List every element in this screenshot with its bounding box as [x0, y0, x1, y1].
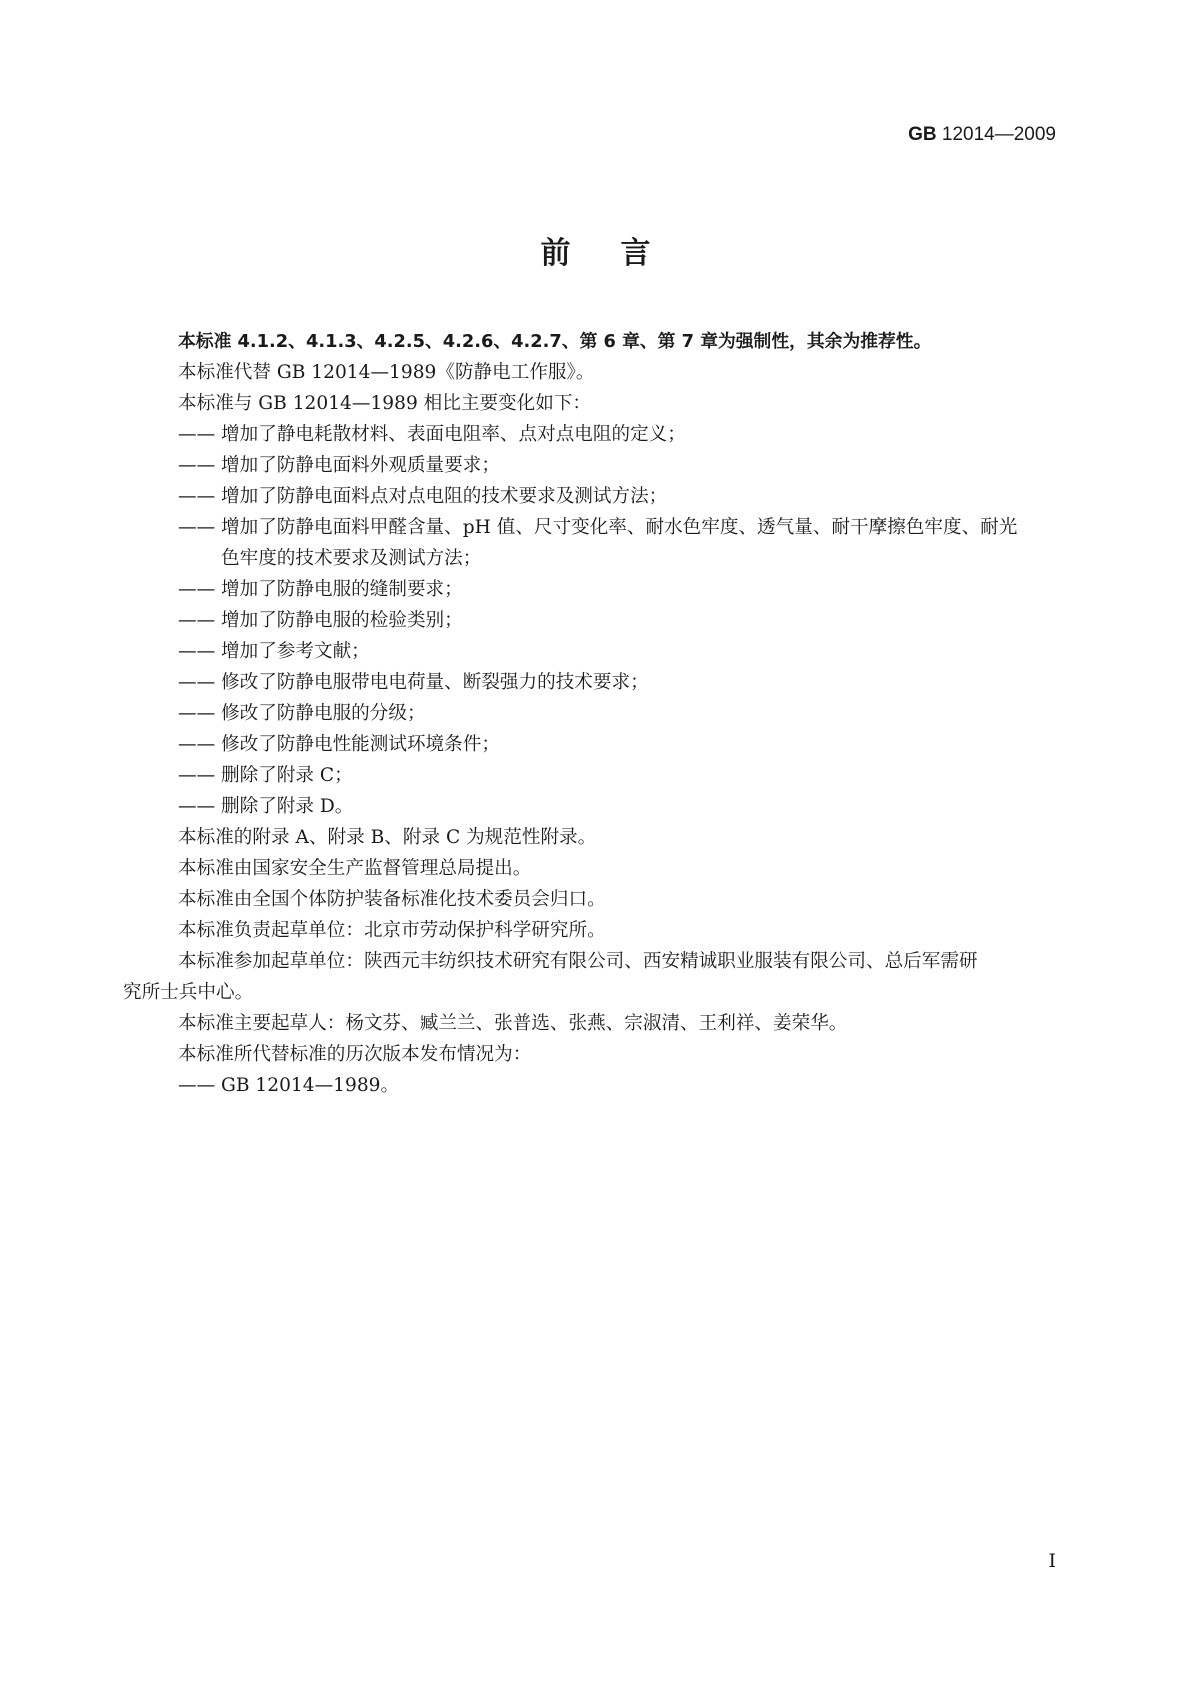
list-item: —— 删除了附录 C；: [178, 765, 353, 786]
standard-code: [908, 124, 1056, 146]
paragraph-drafters: 本标准主要起草人：杨文芬、臧兰兰、张普选、张燕、宗淑清、王利祥、姜荣华。: [178, 1013, 848, 1034]
list-item: —— 删除了附录 D。: [178, 796, 354, 817]
foreword-body: [123, 326, 1063, 1101]
standard-prefix: GB: [908, 124, 937, 145]
list-item: —— 修改了防静电服带电电荷量、断裂强力的技术要求；: [178, 672, 649, 693]
list-item: —— 修改了防静电服的分级；: [178, 703, 426, 724]
paragraph-participants-cont: 究所士兵中心。: [123, 982, 254, 1003]
paragraph-replaces: 本标准代替 GB 12014—1989《防静电工作服》。: [178, 362, 595, 383]
paragraph-proposer: 本标准由国家安全生产监督管理总局提出。: [178, 858, 532, 879]
paragraph-committee: 本标准由全国个体防护装备标准化技术委员会归口。: [178, 889, 606, 910]
paragraph-lead-drafter: 本标准负责起草单位：北京市劳动保护科学研究所。: [178, 920, 606, 941]
page-number: I: [1048, 1550, 1056, 1572]
list-item: —— 增加了防静电面料外观质量要求；: [178, 455, 500, 476]
page-title: 前言: [540, 236, 701, 271]
list-item: —— 增加了防静电面料甲醛含量、pH 值、尺寸变化率、耐水色牢度、透气量、耐干摩擦色牢度、耐光 色牢度的技术要求及测试方法；: [178, 517, 1018, 569]
list-item: —— 增加了防静电服的缝制要求；: [178, 579, 463, 600]
list-item: —— 增加了参考文献；: [178, 641, 370, 662]
paragraph-changes-intro: 本标准与 GB 12014—1989 相比主要变化如下：: [178, 393, 592, 414]
standard-number: 12014—2009: [941, 124, 1056, 145]
paragraph-annexes: 本标准的附录 A、附录 B、附录 C 为规范性附录。: [178, 827, 597, 848]
list-item: —— 修改了防静电性能测试环境条件；: [178, 734, 500, 755]
paragraph-mandatory: 本标准 4.1.2、4.1.3、4.2.5、4.2.6、4.2.7、第 6 章、第 7 章为强制性，其余为推荐性。: [178, 331, 932, 352]
list-item: —— 增加了防静电服的检验类别；: [178, 610, 463, 631]
paragraph-participants: 本标准参加起草单位：陕西元丰纺织技术研究有限公司、西安精诚职业服装有限公司、总后军需研: [178, 951, 978, 972]
list-item: —— 增加了静电耗散材料、表面电阻率、点对点电阻的定义；: [178, 424, 686, 445]
list-item: —— 增加了防静电面料点对点电阻的技术要求及测试方法；: [178, 486, 668, 507]
list-item: —— GB 12014—1989。: [178, 1075, 400, 1096]
paragraph-history-intro: 本标准所代替标准的历次版本发布情况为：: [178, 1044, 532, 1065]
